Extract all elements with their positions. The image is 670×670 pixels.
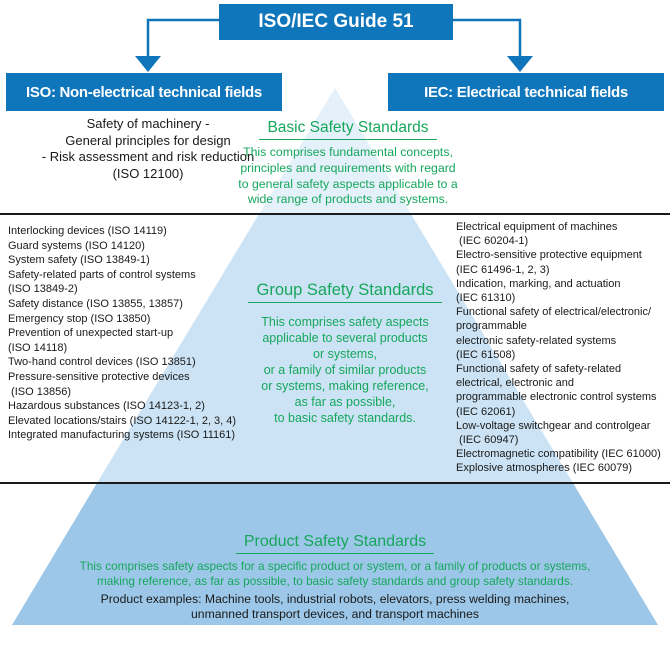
list-line: - Risk assessment and risk reduction bbox=[41, 149, 255, 164]
list-line: programmable electronic control systems bbox=[456, 391, 657, 404]
arrow-down-icon bbox=[135, 56, 161, 72]
list-line: Two-hand control devices (ISO 13851) bbox=[8, 356, 196, 369]
group-safety-description bbox=[202, 314, 488, 426]
list-line: (IEC 61496-1, 2, 3) bbox=[456, 263, 550, 276]
list-line: (ISO 14118) bbox=[8, 341, 68, 354]
list-line: electronic safety-related systems bbox=[456, 334, 617, 347]
list-line: Functional safety of safety-related bbox=[456, 363, 622, 376]
list-line: Guard systems (ISO 14120) bbox=[8, 239, 145, 252]
list-line: This comprises safety aspects bbox=[261, 315, 429, 329]
list-line: electrical, electronic and bbox=[456, 377, 575, 390]
list-line: Electro-sensitive protective equipment bbox=[456, 249, 642, 262]
product-examples-text bbox=[0, 592, 670, 622]
group-safety-section bbox=[202, 281, 488, 426]
list-line: as far as possible, bbox=[294, 395, 396, 409]
list-line: Integrated manufacturing systems (ISO 11161) bbox=[8, 429, 236, 442]
list-line: Electromagnetic compatibility (IEC 61000) bbox=[456, 448, 661, 461]
list-line: (IEC 61508) bbox=[456, 348, 516, 361]
list-line: programmable bbox=[456, 320, 527, 333]
list-line: Safety of machinery - bbox=[86, 116, 210, 131]
list-line: Prevention of unexpected start-up bbox=[8, 327, 174, 340]
basic-safety-section bbox=[205, 119, 491, 208]
list-line: Safety-related parts of control systems bbox=[8, 268, 196, 281]
list-line: (ISO 12100) bbox=[112, 165, 184, 181]
list-line: (IEC 62061) bbox=[456, 405, 516, 418]
divider-line-top bbox=[0, 213, 670, 215]
basic-safety-heading-text: Basic Safety Standards bbox=[259, 119, 436, 140]
list-line: Emergency stop (ISO 13850) bbox=[8, 312, 151, 325]
list-line: This comprises fundamental concepts, bbox=[243, 145, 453, 159]
list-line: or systems, making reference, bbox=[261, 379, 429, 393]
iso-fields-box: ISO: Non-electrical technical fields bbox=[6, 73, 282, 111]
group-safety-heading bbox=[202, 281, 488, 303]
list-line: Low-voltage switchgear and controlgear bbox=[456, 419, 651, 432]
list-line: General principles for design bbox=[65, 132, 231, 148]
divider-line-bottom bbox=[0, 482, 670, 484]
product-safety-description bbox=[0, 559, 670, 589]
list-line: Indication, marking, and actuation bbox=[456, 277, 621, 290]
list-line: Hazardous substances (ISO 14123-1, 2) bbox=[8, 400, 205, 413]
list-line: Pressure-sensitive protective devices bbox=[8, 370, 190, 383]
list-line: to general safety aspects applicable to a bbox=[238, 176, 458, 191]
list-line: This comprises safety aspects for a specific product or system, or a family of products or systems, bbox=[79, 559, 591, 573]
product-safety-heading-text: Product Safety Standards bbox=[236, 533, 434, 554]
list-line: System safety (ISO 13849-1) bbox=[8, 254, 150, 267]
basic-safety-description bbox=[205, 145, 491, 208]
list-line: making reference, as far as possible, to basic safety standards and group safety standards. bbox=[96, 574, 574, 588]
list-line: wide range of products and systems. bbox=[247, 192, 449, 207]
list-line: (IEC 60947) bbox=[456, 434, 519, 447]
list-line: (ISO 13849-2) bbox=[8, 283, 78, 296]
list-line: unmanned transport devices, and transport machines bbox=[191, 607, 479, 621]
list-line: (IEC 61310) bbox=[456, 292, 516, 305]
product-safety-heading bbox=[0, 533, 670, 554]
iec-fields-box: IEC: Electrical technical fields bbox=[388, 73, 664, 111]
list-line: or systems, bbox=[313, 347, 377, 361]
list-line: to basic safety standards. bbox=[274, 411, 416, 425]
list-line: or a family of similar products bbox=[263, 363, 427, 377]
basic-safety-heading bbox=[205, 119, 491, 140]
list-line: principles and requirements with regard bbox=[240, 160, 456, 175]
connector-right-line bbox=[452, 20, 520, 58]
list-line: Safety distance (ISO 13855, 13857) bbox=[8, 297, 183, 310]
product-safety-section bbox=[0, 533, 670, 622]
arrow-down-icon bbox=[507, 56, 533, 72]
list-line: applicable to several products bbox=[262, 331, 428, 345]
group-safety-heading-text: Group Safety Standards bbox=[248, 281, 441, 303]
guide51-box: ISO/IEC Guide 51 bbox=[219, 4, 453, 40]
list-line: Functional safety of electrical/electronic/ bbox=[456, 306, 652, 319]
list-line: Product examples: Machine tools, industrial robots, elevators, press welding machines, bbox=[100, 592, 570, 606]
list-line: (IEC 60204-1) bbox=[456, 235, 529, 248]
list-line: Explosive atmospheres (IEC 60079) bbox=[456, 462, 633, 475]
list-line: Electrical equipment of machines bbox=[456, 221, 618, 233]
connector-left-line bbox=[148, 20, 222, 58]
list-line: Elevated locations/stairs (ISO 14122-1, 2, 3, 4) bbox=[8, 414, 237, 427]
list-line: Interlocking devices (ISO 14119) bbox=[8, 225, 167, 237]
list-line: (ISO 13856) bbox=[8, 385, 71, 398]
